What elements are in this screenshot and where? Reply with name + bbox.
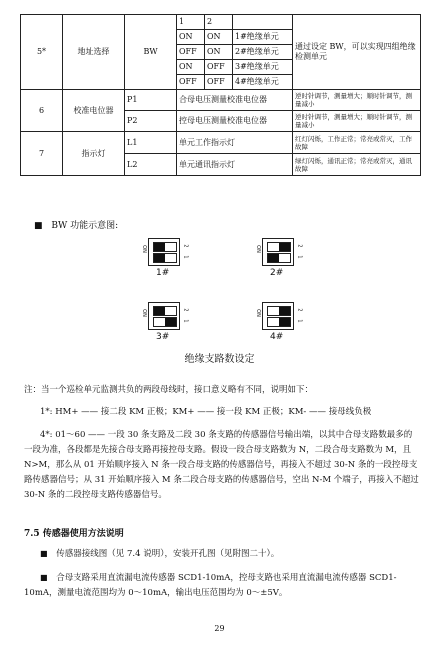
bw-section-heading <box>34 218 118 231</box>
dip-caption: 绝缘支路数设定 <box>184 354 255 365</box>
row5-state1-unit: 1#绝缘单元 <box>233 30 293 45</box>
row5-name: 地址选择 <box>63 15 125 90</box>
dip-toggle-knob <box>154 254 165 262</box>
row7-no: 7 <box>21 132 63 176</box>
row6-note-p1: 逆时针调节，测量增大；顺时针调节，测量减小 <box>293 90 421 111</box>
row5-state2-s1: OFF <box>177 45 205 60</box>
dip-switch-label: 3# <box>156 332 170 342</box>
row7-code-l2: L2 <box>125 154 177 176</box>
dip-position-number: 2 <box>182 244 189 248</box>
dip-switch-1 <box>140 238 189 266</box>
notes-line1: 1*: HM+ —— 接二段 KM 正极；KM+ —— 接一段 KM 正极；KM- —— 接母线负极 <box>40 407 372 417</box>
dip-toggle <box>267 253 291 263</box>
section-7-5-bullet1-text: 传感器接线图（见 7.4 说明），安装开孔图（见附图二十）。 <box>56 549 280 559</box>
dip-toggle-knob <box>279 307 290 315</box>
page-number: 29 <box>214 624 225 633</box>
row6-name: 校准电位器 <box>63 90 125 132</box>
row7-name: 指示灯 <box>63 132 125 176</box>
row5-state4-s1: OFF <box>177 75 205 90</box>
row5-state3-s1: ON <box>177 60 205 75</box>
row5-head-blank <box>233 15 293 30</box>
dip-position-number: 2 <box>182 308 189 312</box>
dip-position-number: 1 <box>296 255 303 259</box>
dip-toggle <box>267 242 291 252</box>
row5-head1: 1 <box>177 15 205 30</box>
row6-desc-p1: 合母电压测量校准电位器 <box>177 90 293 111</box>
dip-on-label: ON <box>254 309 261 317</box>
row5-head2: 2 <box>205 15 233 30</box>
dip-switch-label: 2# <box>270 268 284 278</box>
row6-note-p2: 逆时针调节，测量增大；顺时针调节，测量减小 <box>293 111 421 132</box>
bullet-icon: ■ <box>40 573 48 582</box>
notes-intro: 注：当一个巡检单元监测共负的两段母线时，接口意义略有不同，说明如下： <box>24 385 314 395</box>
section-7-5-bullet2-text: 合母支路采用直流漏电流传感器 SCD1-10mA，控母支路也采用直流漏电流传感器 SCD1-10mA，测量电流范围均为 0～10mA，输出电压范围均为 0～±5V。 <box>24 573 397 598</box>
dip-toggle-knob <box>279 318 290 326</box>
row7-desc-l1: 单元工作指示灯 <box>177 132 293 154</box>
dip-on-label: ON <box>140 245 147 253</box>
dip-position-number: 2 <box>296 244 303 248</box>
dip-position-number: 1 <box>182 319 189 323</box>
dip-toggle <box>267 306 291 316</box>
dip-position-number: 1 <box>296 319 303 323</box>
row5-state1-s2: ON <box>205 30 233 45</box>
row6-no: 6 <box>21 90 63 132</box>
section-7-5-bullet1 <box>40 546 420 562</box>
spec-table <box>20 14 421 176</box>
row5-state1-s1: ON <box>177 30 205 45</box>
notes-line2: 4*: 01～60 —— 一段 30 条支路及二段 30 条支路的传感器信号输出端，以其中合母支路数最多的一段为准，各段都是先接合母支路再接控母支路。假设一段合母支路数为 N，二段合母支路数为 M，且 N>M，那么从 01 开始顺序接入 N 条一段合母支路的传感器信号，再接入不超过 30-N 条的一段控母支路传感器信号；从 31 开始顺序接入 M 条二段合母支路的传感器信号，空出 N-M 个端子，再接入不超过 30-N 条的二段控母支路传感器信号。 <box>24 430 419 500</box>
row5-note: 通过设定 BW，可以实现四组绝缘检测单元 <box>293 15 421 90</box>
dip-switch-3 <box>140 302 189 330</box>
dip-toggle <box>153 242 177 252</box>
dip-toggle <box>153 317 177 327</box>
bw-section-title: BW 功能示意图: <box>51 221 119 231</box>
bullet-icon: ■ <box>40 549 48 558</box>
row6-code-p2: P2 <box>125 111 177 132</box>
dip-toggle-knob <box>165 318 176 326</box>
section-7-5-title: 7.5 传感器使用方法说明 <box>24 529 124 539</box>
row5-state4-s2: OFF <box>205 75 233 90</box>
row5-state3-s2: OFF <box>205 60 233 75</box>
row6-code-p1: P1 <box>125 90 177 111</box>
row7-note-l2: 绿灯闪烁，通讯正常；常亮或常灭，通讯故障 <box>293 154 421 176</box>
row7-code-l1: L1 <box>125 132 177 154</box>
dip-toggle-knob <box>279 243 290 251</box>
dip-on-label: ON <box>140 309 147 317</box>
row5-state3-unit: 3#绝缘单元 <box>233 60 293 75</box>
section-7-5-bullet2 <box>24 570 419 601</box>
dip-toggle <box>153 306 177 316</box>
row5-code: BW <box>125 15 177 90</box>
row5-state2-unit: 2#绝缘单元 <box>233 45 293 60</box>
dip-toggle <box>153 253 177 263</box>
bullet-icon: ■ <box>34 221 43 231</box>
dip-toggle-knob <box>154 243 165 251</box>
dip-on-label: ON <box>254 245 261 253</box>
row5-state2-s2: ON <box>205 45 233 60</box>
dip-toggle-knob <box>268 254 279 262</box>
dip-switch-4 <box>254 302 303 330</box>
row7-note-l1: 红灯闪烁，工作正常；常亮或常灭，工作故障 <box>293 132 421 154</box>
dip-switch-label: 4# <box>270 332 284 342</box>
dip-toggle <box>267 317 291 327</box>
dip-toggle-knob <box>154 307 165 315</box>
row6-desc-p2: 控母电压测量校准电位器 <box>177 111 293 132</box>
dip-switch-label: 1# <box>156 268 170 278</box>
row5-no: 5* <box>21 15 63 90</box>
row7-desc-l2: 单元通讯指示灯 <box>177 154 293 176</box>
row5-state4-unit: 4#绝缘单元 <box>233 75 293 90</box>
dip-position-number: 1 <box>182 255 189 259</box>
dip-position-number: 2 <box>296 308 303 312</box>
dip-switch-2 <box>254 238 303 266</box>
